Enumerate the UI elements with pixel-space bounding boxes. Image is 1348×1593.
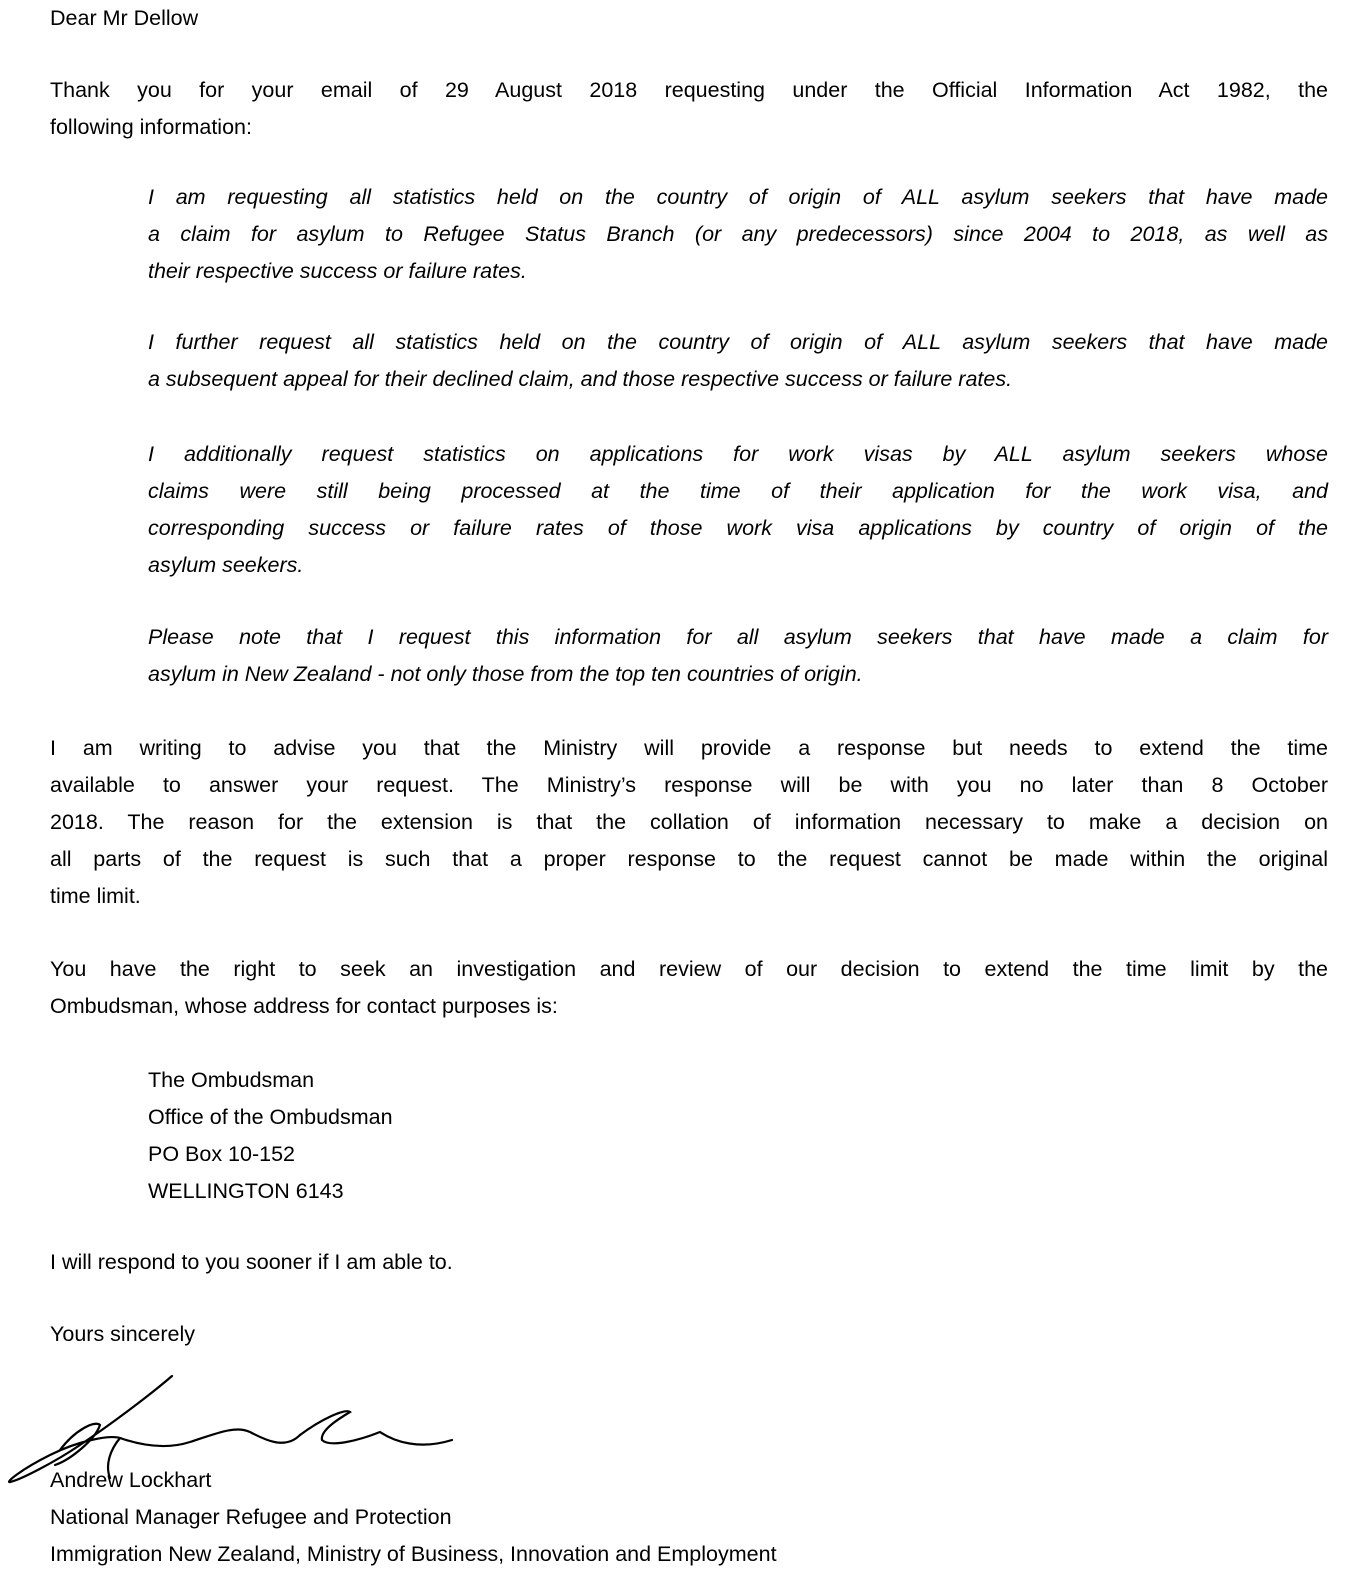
ombudsman-address: The Ombudsman Office of the Ombudsman PO Box 10-152 WELLINGTON 6143 — [148, 1068, 393, 1203]
request-quote-1: I am requesting all statistics held on the country of origin of ALL asylum seekers that have made a claim for asylum to Refugee Status Branch (or any predecessors) since 2004 to 2018, as well as their respective success or failure rates. — [148, 185, 1328, 283]
signatory-title: National Manager Refugee and Protection — [50, 1505, 452, 1529]
signatory-name: Andrew Lockhart — [50, 1468, 212, 1492]
request-quote-4: Please note that I request this information for all asylum seekers that have made a claim for asylum in New Zealand - not only those from the top ten countries of origin. — [148, 625, 1328, 686]
request-quote-3: I additionally request statistics on applications for work visas by ALL asylum seekers whose claims were still being processed at the time of their application for the work visa, and corresponding success or failure rates of those work visa applications by country of origin of the asylum seekers. — [148, 442, 1328, 577]
closing-note: I will respond to you sooner if I am able to. — [50, 1250, 453, 1274]
extension-paragraph: I am writing to advise you that the Ministry will provide a response but needs to extend the time available to answer your request. The Ministry’s response will be with you no later than 8 October 2018. The reason for the extension is that the collation of information necessary to make a decision on all parts of the request is such that a proper response to the request cannot be made within the original time limit. — [50, 736, 1328, 908]
signature-block — [50, 1462, 1328, 1573]
sign-off: Yours sincerely — [50, 1322, 195, 1346]
intro-paragraph: Thank you for your email of 29 August 2018 requesting under the Official Information Act 1982, the following information: — [50, 78, 1328, 139]
ombudsman-paragraph: You have the right to seek an investigation and review of our decision to extend the time limit by the Ombudsman, whose address for contact purposes is: — [50, 957, 1328, 1018]
request-quote-2: I further request all statistics held on the country of origin of ALL asylum seekers that have made a subsequent appeal for their declined claim, and those respective success or failure rates. — [148, 330, 1328, 391]
signatory-organisation: Immigration New Zealand, Ministry of Business, Innovation and Employment — [50, 1542, 777, 1566]
salutation: Dear Mr Dellow — [50, 6, 199, 30]
